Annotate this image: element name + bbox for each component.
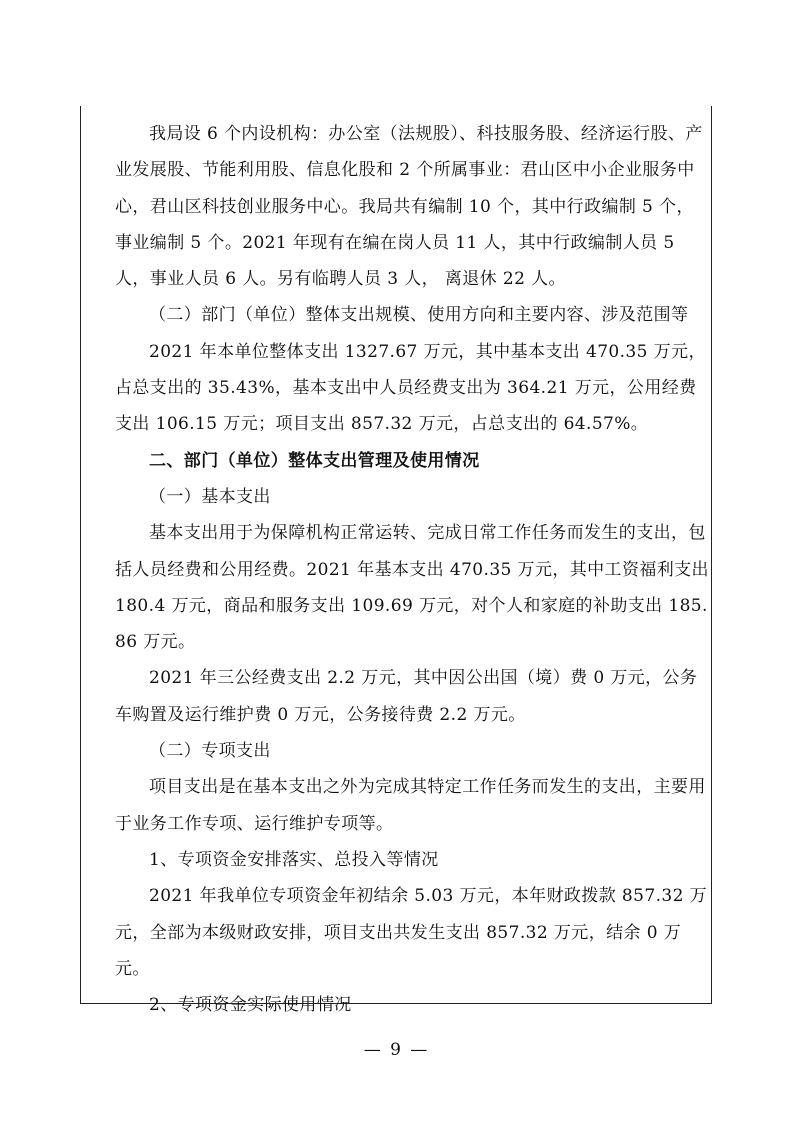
paragraph-basic-expenditure: 基本支出用于为保障机构正常运转、完成日常工作任务而发生的支出，包括人员经费和公用经费。2021 年基本支出 470.35 万元，其中工资福利支出 180.4 万元，商品和服务支出 109.69 万元，对个人和家庭的补助支出 185.86 万元。 bbox=[115, 523, 709, 653]
subheading-basic-expenditure: （一）基本支出 bbox=[149, 486, 271, 507]
paragraph-overall-expenditure: 2021 年本单位整体支出 1327.67 万元，其中基本支出 470.35 万元，占总支出的 35.43%，基本支出中人员经费支出为 364.21 万元，公用经费支出 106.15 万元；项目支出 857.32 万元，占总支出的 64.57%。 bbox=[115, 341, 706, 435]
paragraph-three-public-funds: 2021 年三公经费支出 2.2 万元，其中因公出国（境）费 0 万元，公务车购置及运行维护费 0 万元，公务接待费 2.2 万元。 bbox=[115, 668, 698, 725]
paragraph-fund-arrangement: 2021 年我单位专项资金年初结余 5.03 万元，本年财政拨款 857.32 万元，全部为本级财政安排，项目支出共发生支出 857.32 万元，结余 0 万元。 bbox=[115, 886, 708, 979]
content-frame bbox=[80, 106, 712, 1016]
subheading-fund-usage: 2、专项资金实际使用情况 bbox=[149, 995, 352, 1016]
page-number: — 9 — bbox=[363, 1040, 430, 1060]
paragraph-institutions: 我局设 6 个内设机构：办公室（法规股）、科技服务股、经济运行股、产业发展股、节能利用股、信息化股和 2 个所属事业：君山区中小企业服务中心，君山区科技创业服务中心。我局共有编制 10 个，其中行政编制 5 个，事业编制 5 个。2021 年现有在编在岗人员 11 人，其中行政编制人员 5 人，事业人员 6 人。另有临聘人员 3 人， 离退休 22 人。 bbox=[115, 124, 703, 290]
subheading-expenditure-scale: （二）部门（单位）整体支出规模、使用方向和主要内容、涉及范围等 bbox=[149, 305, 689, 326]
document-body bbox=[81, 106, 711, 1023]
subheading-fund-arrangement: 1、专项资金安排落实、总投入等情况 bbox=[149, 849, 439, 870]
heading-section-2: 二、部门（单位）整体支出管理及使用情况 bbox=[149, 450, 480, 471]
paragraph-project-expenditure: 项目支出是在基本支出之外为完成其特定工作任务而发生的支出，主要用于业务工作专项、运行维护专项等。 bbox=[115, 777, 706, 834]
subheading-special-expenditure: （二）专项支出 bbox=[149, 741, 271, 762]
